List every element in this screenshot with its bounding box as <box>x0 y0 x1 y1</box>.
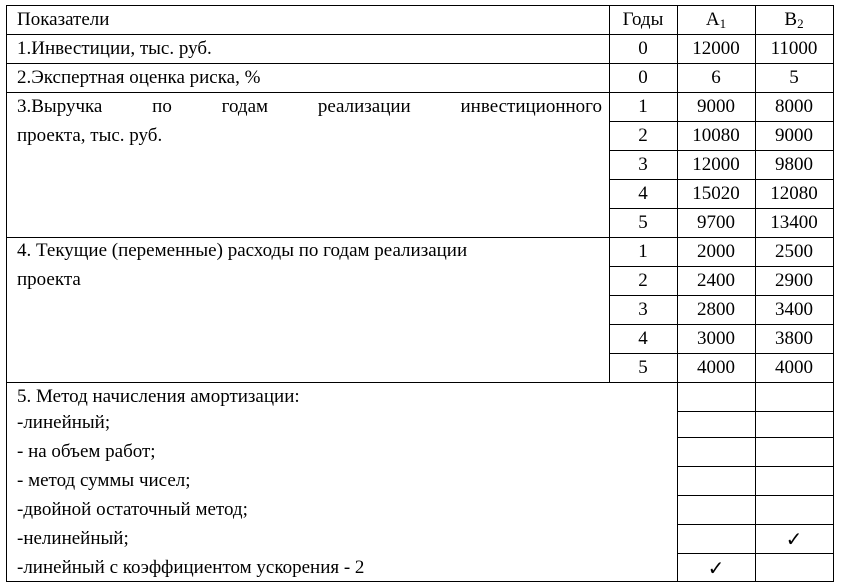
costs-b: 2900 <box>775 270 813 291</box>
risk-year: 0 <box>638 67 648 88</box>
risk-label: 2.Экспертная оценка риска, % <box>17 67 261 88</box>
revenue-b: 9800 <box>775 154 813 175</box>
header-project-b <box>755 5 833 34</box>
grid-vline <box>6 5 7 582</box>
revenue-a: 9000 <box>697 96 735 117</box>
revenue-year: 3 <box>638 154 648 175</box>
header-project-a-letter: A <box>705 9 720 30</box>
costs-label-line1: 4. Текущие (переменные) расходы по годам реализации <box>17 240 468 261</box>
revenue-year: 2 <box>638 125 648 146</box>
depreciation-method-label: - на объем работ; <box>17 441 156 462</box>
costs-a: 2000 <box>697 241 735 262</box>
revenue-label-line2: проекта, тыс. руб. <box>17 125 163 146</box>
costs-a: 2800 <box>697 299 735 320</box>
depreciation-method-label: -двойной остаточный метод; <box>17 499 248 520</box>
revenue-year: 5 <box>638 212 648 233</box>
revenue-a: 10080 <box>692 125 740 146</box>
depreciation-method-label: -нелинейный; <box>17 528 129 549</box>
depreciation-method-label: -линейный с коэффициентом ускорения - 2 <box>17 557 365 578</box>
revenue-b: 8000 <box>775 96 813 117</box>
revenue-b: 9000 <box>775 125 813 146</box>
depreciation-method-label: - метод суммы чисел; <box>17 470 191 491</box>
header-indicator: Показатели <box>17 9 110 30</box>
revenue-b: 12080 <box>770 183 818 204</box>
revenue-year: 4 <box>638 183 648 204</box>
header-project-a-index: 1 <box>719 16 727 31</box>
investments-label: 1.Инвестиции, тыс. руб. <box>17 38 212 59</box>
revenue-a: 15020 <box>692 183 740 204</box>
costs-year: 5 <box>638 357 648 378</box>
costs-b: 3800 <box>775 328 813 349</box>
costs-b: 2500 <box>775 241 813 262</box>
header-years: Годы <box>622 9 664 30</box>
costs-a: 2400 <box>697 270 735 291</box>
check-icon: ✓ <box>707 558 725 580</box>
costs-year: 2 <box>638 270 648 291</box>
revenue-a: 12000 <box>692 154 740 175</box>
depreciation-method-label: -линейный; <box>17 412 111 433</box>
investments-a: 12000 <box>692 38 740 59</box>
costs-label <box>17 236 602 294</box>
revenue-a: 9700 <box>697 212 735 233</box>
header-project-a <box>677 5 755 34</box>
revenue-year: 1 <box>638 96 648 117</box>
depreciation-title: 5. Метод начисления амортизации: <box>17 386 300 407</box>
revenue-b: 13400 <box>770 212 818 233</box>
costs-a: 3000 <box>697 328 735 349</box>
risk-a: 6 <box>711 67 721 88</box>
check-icon: ✓ <box>785 529 803 551</box>
investments-year: 0 <box>638 38 648 59</box>
revenue-label <box>17 92 602 150</box>
header-project-b-index: 2 <box>797 16 804 31</box>
investments-b: 11000 <box>770 38 818 59</box>
grid-vline <box>833 5 834 582</box>
revenue-label-line1: 3.Выручка по годам реализации инвестиционного <box>17 96 602 117</box>
costs-year: 1 <box>638 241 648 262</box>
costs-b: 4000 <box>775 357 813 378</box>
costs-b: 3400 <box>775 299 813 320</box>
costs-year: 3 <box>638 299 648 320</box>
header-project-b-letter: B <box>784 9 798 30</box>
costs-a: 4000 <box>697 357 735 378</box>
risk-b: 5 <box>789 67 799 88</box>
costs-year: 4 <box>638 328 648 349</box>
costs-label-line2: проекта <box>17 269 81 290</box>
